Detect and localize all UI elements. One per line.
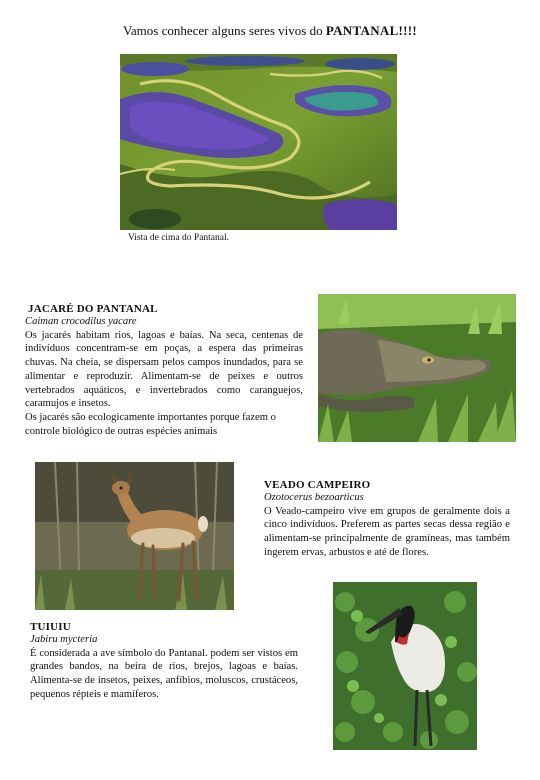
page-title-text: Vamos conhecer alguns seres vivos do bbox=[122, 23, 323, 38]
section-body: O Veado-campeiro vive em grupos de geralmente dois a cinco indivíduos. Preferem as partes secas dessa região e alimentam-se principalmente de gramíneas, mas também ingerem ervas, arbustos e até de flores. bbox=[264, 505, 510, 558]
section-body-secondary: Os jacarés são ecologicamente importantes porque fazem o controle biológico de outras espécies animais bbox=[25, 411, 276, 437]
section-jacare bbox=[25, 303, 303, 438]
jabiru-photo bbox=[333, 582, 477, 750]
section-heading: TUIUIU bbox=[30, 621, 71, 633]
scientific-name: Jabiru mycteria bbox=[30, 634, 98, 645]
pampas-deer-photo bbox=[35, 462, 234, 610]
pampas-deer-illustration bbox=[35, 462, 234, 610]
pantanal-aerial-photo bbox=[120, 54, 397, 230]
section-body: Os jacarés habitam rios, lagoas e baías. Na seca, centenas de indivíduos concentram-se em poças, a espera das primeiras chuvas. Na cheia, se dispersam pelos campos inundados, para se alimentar e reproduzir. Alimentam-se de peixes e outros vertebrados aquáticos, e invertebrados como caranguejos, caramujos e insetos. bbox=[25, 329, 303, 410]
jabiru-illustration bbox=[333, 582, 477, 750]
scientific-name: Ozotocerus bezoarticus bbox=[264, 492, 364, 503]
section-tuiuiu bbox=[30, 621, 298, 702]
caiman-photo bbox=[318, 294, 516, 442]
aerial-photo-caption: Vista de cima do Pantanal. bbox=[128, 233, 229, 243]
page-title bbox=[0, 23, 540, 39]
caiman-illustration bbox=[318, 294, 516, 442]
scientific-name: Caiman crocodilus yacare bbox=[25, 316, 137, 327]
section-heading: VEADO CAMPEIRO bbox=[264, 479, 371, 491]
pantanal-aerial-illustration bbox=[120, 54, 397, 230]
page-title-emphasis: PANTANAL!!!! bbox=[325, 23, 418, 38]
section-veado-campeiro bbox=[264, 479, 510, 560]
section-body: É considerada a ave símbolo do Pantanal. podem ser vistos em grandes bandos, na beira de rios, brejos, lagoas e baías. Alimenta-se de insetos, peixes, anfíbios, moluscos, crustáceos, pequenos répteis e mamíferos. bbox=[30, 647, 298, 700]
section-heading: JACARÉ DO PANTANAL bbox=[28, 303, 158, 315]
